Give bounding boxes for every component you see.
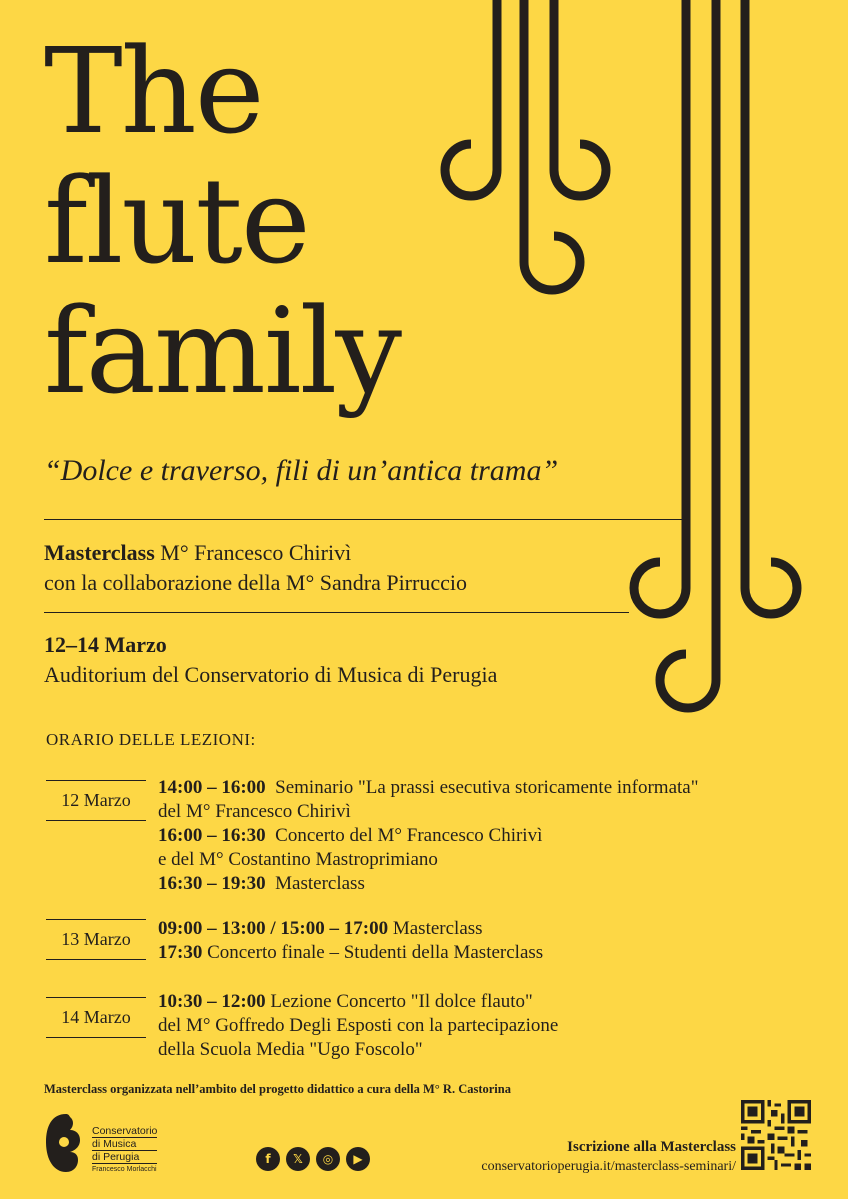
facebook-icon[interactable]: f [256,1147,280,1171]
registration-title: Iscrizione alla Masterclass [567,1139,736,1155]
time-slot: 16:30 – 19:30 [158,873,266,894]
slot-text: del M° Goffredo Degli Esposti con la partecipazione [158,1015,559,1036]
registration-info [481,1137,736,1177]
event-venue: Auditorium del Conservatorio di Musica di Perugia [44,662,498,687]
collaboration-text: con la collaborazione della M° Sandra Pirruccio [44,570,467,595]
teacher-name: M° Francesco Chirivì [160,540,352,565]
schedule-heading: ORARIO DELLE LEZIONI: [46,730,256,749]
slot-text: del M° Francesco Chirivì [158,801,351,822]
instagram-icon[interactable]: ◎ [316,1147,340,1171]
day-label: 13 Marzo [46,919,146,960]
qr-code-icon[interactable] [741,1100,811,1170]
masterclass-label: Masterclass [44,540,155,565]
day-label: 14 Marzo [46,997,146,1038]
social-links [256,1147,370,1171]
x-icon[interactable]: 𝕏 [286,1147,310,1171]
logo-line: Conservatorio [92,1125,158,1137]
divider [44,612,629,613]
conservatorio-logo [44,1112,174,1178]
time-slot: 10:30 – 12:00 [158,991,266,1012]
slot-text: e del M° Costantino Mastroprimiano [158,849,438,870]
title-line: The [44,22,263,160]
slot-text: Concerto finale – Studenti della Masterclass [202,942,544,963]
day-label: 12 Marzo [46,780,146,821]
time-slot: 17:30 [158,942,203,963]
day-schedule [158,776,699,896]
slot-text: Masterclass [388,918,483,939]
slot-text: della Scuola Media "Ugo Foscolo" [158,1039,423,1060]
slot-text: Seminario "La prassi esecutiva storicamente informata" [265,777,699,798]
logo-line: di Perugia [92,1151,157,1164]
time-slot: 14:00 – 16:00 [158,777,266,798]
event-dates: 12–14 Marzo [44,632,167,657]
time-slot: 09:00 – 13:00 / 15:00 – 17:00 [158,918,389,939]
footer-note: Masterclass organizzata nell’ambito del progetto didattico a cura della M° R. Castorina [44,1082,511,1096]
divider [44,519,682,520]
day-schedule [158,990,558,1062]
slot-text: Concerto del M° Francesco Chirivì [265,825,543,846]
registration-link[interactable]: conservatorioperugia.it/masterclass-seminari/ [481,1159,736,1174]
title-line: family [44,282,401,420]
day-schedule [158,917,543,965]
poster-title [44,22,401,420]
slot-text: Lezione Concerto "Il dolce flauto" [265,991,533,1012]
subtitle-quote: “Dolce e traverso, fili di un’antica trama” [44,454,559,487]
event-info [44,630,497,690]
conservatorio-emblem-icon [44,1112,88,1174]
title-line: flute [44,152,309,290]
logo-line: Francesco Morlacchi [92,1166,157,1173]
masterclass-info [44,538,467,598]
time-slot: 16:00 – 16:30 [158,825,266,846]
logo-line: di Musica [92,1138,157,1151]
youtube-icon[interactable]: ▶ [346,1147,370,1171]
slot-text: Masterclass [265,873,365,894]
